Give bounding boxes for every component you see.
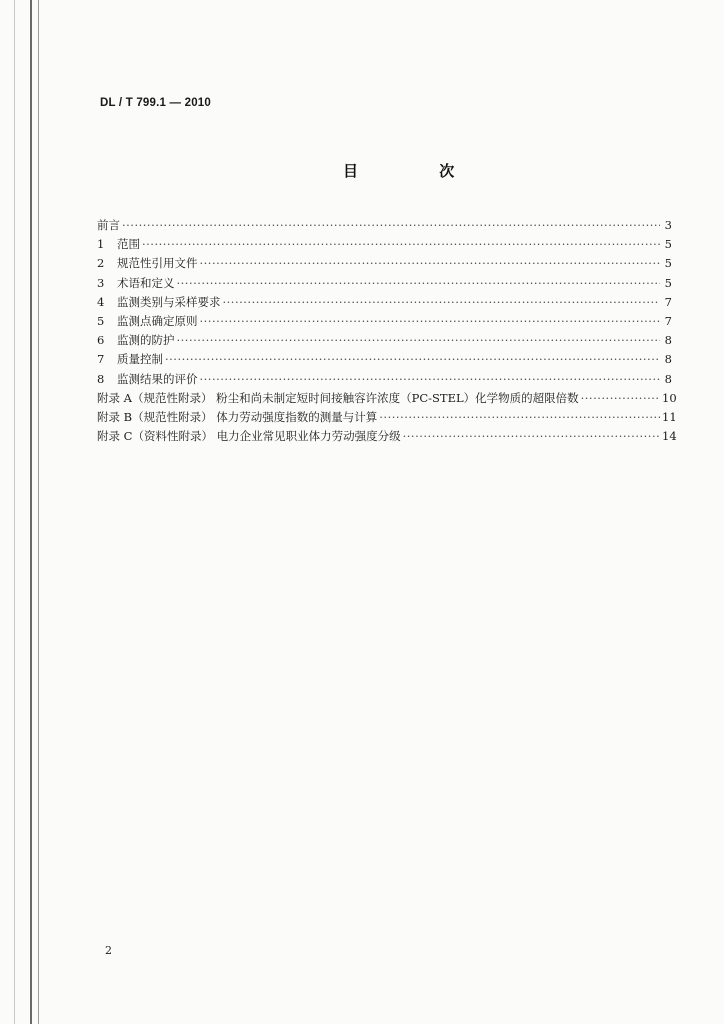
toc-entry[interactable] (97, 312, 672, 331)
page-number: 2 (105, 944, 112, 957)
toc-leader-dots (177, 274, 661, 293)
toc-entry-number: 4 (97, 294, 105, 309)
toc-entry-page: 11 (662, 409, 677, 424)
toc-entry[interactable] (97, 293, 672, 312)
toc-entry[interactable] (97, 370, 672, 389)
toc-entry-number: 8 (97, 371, 105, 386)
toc-entry-label: 监测的防护 (117, 333, 175, 348)
toc-leader-dots (581, 389, 660, 408)
toc-entry[interactable] (97, 235, 672, 254)
toc-entry-page: 5 (664, 237, 672, 252)
toc-entry[interactable] (97, 389, 677, 408)
toc-entry-page: 7 (664, 313, 672, 328)
toc-entry-label: 术语和定义 (117, 275, 175, 290)
toc-entry-page: 8 (664, 371, 672, 386)
toc-leader-dots (200, 370, 661, 389)
toc-entry-number: 3 (97, 275, 105, 290)
toc-entry-page: 8 (664, 352, 672, 367)
toc-entry-number: 1 (97, 237, 105, 252)
toc-entry-label: 范围 (117, 237, 140, 252)
toc-entry-number: 5 (97, 313, 105, 328)
binding-edge (38, 0, 39, 1024)
toc-entry-number: 2 (97, 256, 105, 271)
toc-entry-page: 8 (664, 333, 672, 348)
toc-entry-page: 3 (664, 218, 672, 232)
toc-entry-label: 规范性引用文件 (117, 256, 198, 271)
toc-entry-label: 监测结果的评价 (117, 371, 198, 386)
toc-leader-dots (200, 254, 661, 273)
toc-entry[interactable] (97, 350, 672, 369)
toc-entry[interactable] (97, 331, 672, 350)
toc-entry-page: 5 (664, 256, 672, 271)
toc-entry-label: 监测类别与采样要求 (117, 294, 221, 309)
toc-entry[interactable] (97, 427, 677, 446)
toc-leader-dots (142, 235, 660, 254)
toc-entry-number: 6 (97, 333, 105, 348)
standard-code: DL / T 799.1 — 2010 (100, 97, 211, 109)
toc-title: 目 次 (343, 162, 493, 180)
table-of-contents (97, 216, 677, 446)
toc-entry-page: 10 (662, 390, 677, 405)
toc-entry-label: 附录 B（规范性附录） 体力劳动强度指数的测量与计算 (97, 409, 378, 424)
toc-entry[interactable] (97, 216, 672, 235)
toc-leader-dots (403, 427, 660, 446)
toc-leader-dots (177, 331, 661, 350)
toc-entry-page: 14 (662, 429, 677, 444)
toc-entry-number: 7 (97, 352, 105, 367)
toc-leader-dots (122, 216, 660, 235)
toc-entry-label: 附录 A（规范性附录） 粉尘和尚未制定短时间接触容许浓度（PC-STEL）化学物质的超限倍数 (97, 390, 579, 405)
binding-edge (14, 0, 15, 1024)
toc-entry-label: 附录 C（资料性附录） 电力企业常见职业体力劳动强度分级 (97, 429, 401, 444)
toc-entry-label: 监测点确定原则 (117, 313, 198, 328)
toc-leader-dots (165, 350, 660, 369)
toc-leader-dots (379, 408, 660, 427)
toc-entry-page: 7 (664, 294, 672, 309)
toc-entry[interactable] (97, 254, 672, 273)
binding-edge (30, 0, 32, 1024)
toc-entry-label: 质量控制 (117, 352, 163, 367)
toc-leader-dots (223, 293, 661, 312)
toc-entry[interactable] (97, 408, 677, 427)
toc-entry-label: 前言 (97, 218, 120, 232)
toc-entry[interactable] (97, 274, 672, 293)
toc-entry-page: 5 (664, 275, 672, 290)
toc-leader-dots (200, 312, 661, 331)
